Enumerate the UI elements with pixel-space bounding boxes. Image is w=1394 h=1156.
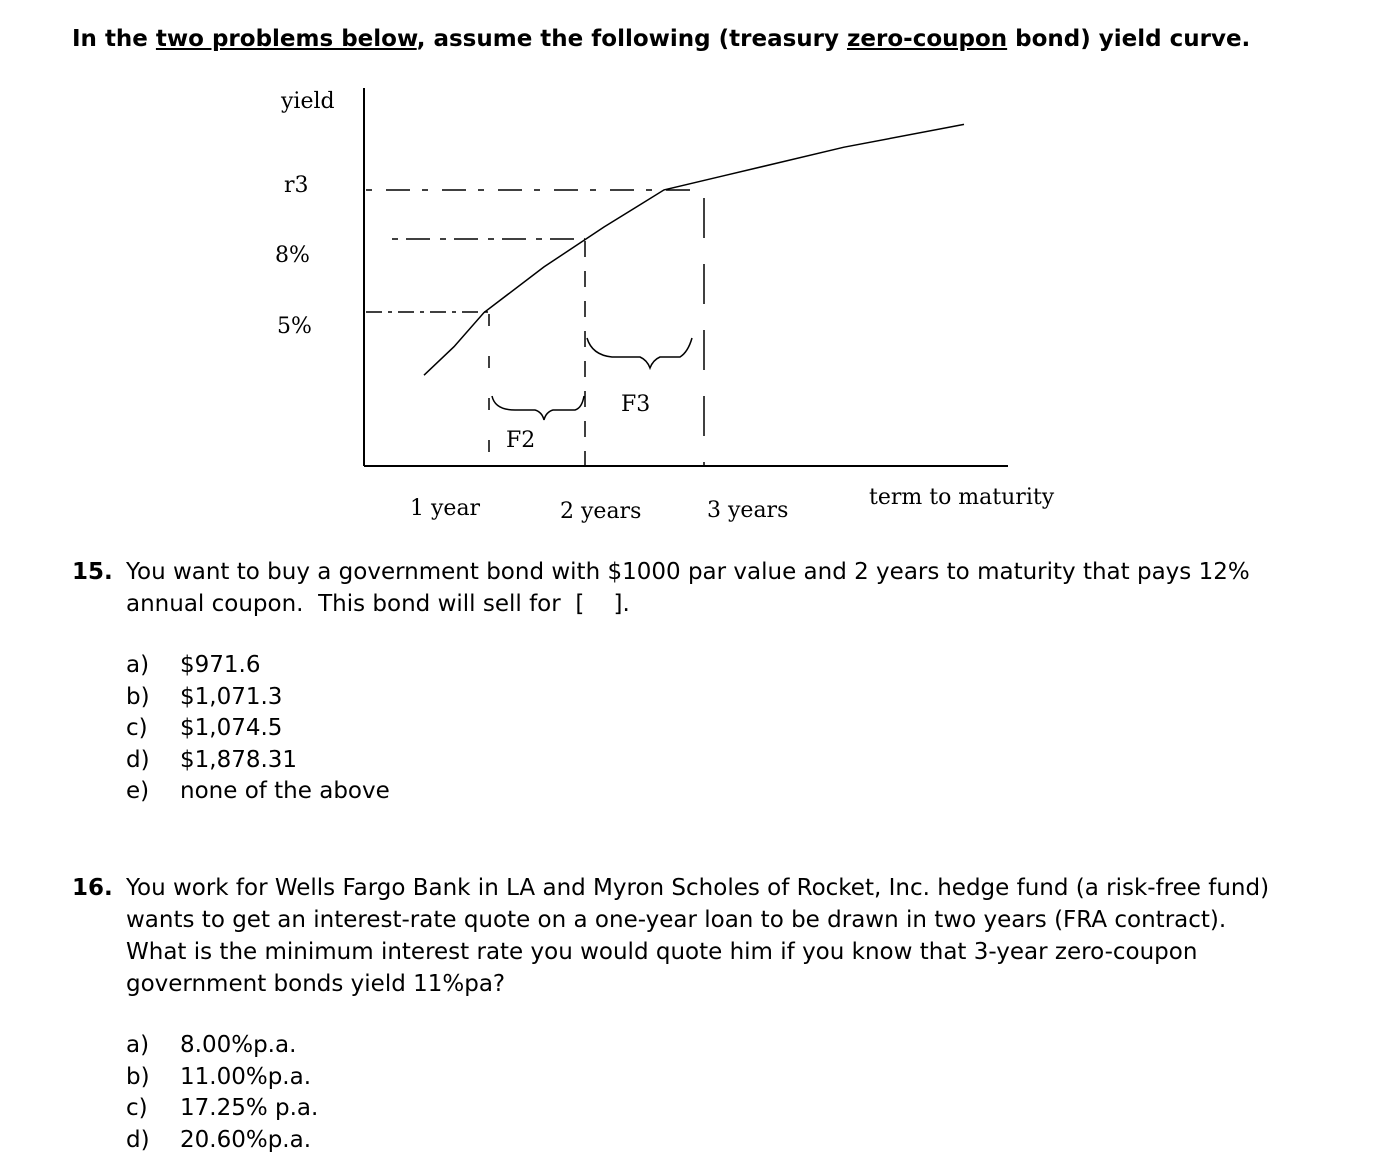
choice-item bbox=[126, 1125, 1292, 1156]
problem-15-number: 15. bbox=[72, 556, 113, 588]
problem-16 bbox=[72, 872, 1292, 1156]
choice-text: $1,878.31 bbox=[180, 745, 297, 777]
problem-15 bbox=[72, 556, 1292, 808]
choice-letter: d) bbox=[126, 745, 180, 777]
choice-letter: a) bbox=[126, 1030, 180, 1062]
problem-16-choices bbox=[126, 1030, 1292, 1156]
x-label-2-years: 2 years bbox=[560, 499, 641, 524]
intro-underlined-zero-coupon: zero-coupon bbox=[847, 26, 1007, 52]
y-label-8pct: 8% bbox=[275, 243, 310, 268]
choice-item bbox=[126, 1062, 1292, 1094]
choice-item bbox=[126, 776, 1292, 808]
choice-text: $1,071.3 bbox=[180, 682, 282, 714]
choice-letter: b) bbox=[126, 682, 180, 714]
f3-brace bbox=[587, 338, 692, 368]
x-axis-label: term to maturity bbox=[869, 485, 1055, 510]
intro-middle: , assume the following (treasury bbox=[417, 26, 847, 52]
choice-text: $1,074.5 bbox=[180, 713, 282, 745]
problem-15-stem: You want to buy a government bond with $1000 par value and 2 years to maturity that pays 12% annual coupon. This bond will sell for [ ]. bbox=[126, 556, 1292, 620]
x-label-1-year: 1 year bbox=[410, 496, 481, 521]
choice-item bbox=[126, 682, 1292, 714]
intro-underlined-two-problems: two problems below bbox=[156, 26, 417, 52]
choice-text: 8.00%p.a. bbox=[180, 1030, 296, 1062]
yield-curve-diagram bbox=[0, 0, 1394, 540]
f3-label: F3 bbox=[621, 392, 650, 417]
choice-text: none of the above bbox=[180, 776, 390, 808]
choice-item bbox=[126, 745, 1292, 777]
choice-letter: e) bbox=[126, 776, 180, 808]
choice-letter: d) bbox=[126, 1125, 180, 1156]
intro-suffix: bond) yield curve. bbox=[1007, 26, 1250, 52]
choice-text: $971.6 bbox=[180, 650, 260, 682]
choice-item bbox=[126, 1093, 1292, 1125]
y-label-r3: r3 bbox=[284, 173, 309, 198]
problem-16-stem: You work for Wells Fargo Bank in LA and Myron Scholes of Rocket, Inc. hedge fund (a risk-free fund) wants to get an interest-rate quote on a one-year loan to be drawn in two years (FRA contract). What is the minimum interest rate you would quote him if you know that 3-year zero-coupon government bonds yield 11%pa? bbox=[126, 872, 1292, 1000]
choice-letter: c) bbox=[126, 713, 180, 745]
choice-letter: b) bbox=[126, 1062, 180, 1094]
yield-curve-line bbox=[424, 124, 964, 375]
choice-letter: c) bbox=[126, 1093, 180, 1125]
intro-prefix: In the bbox=[72, 26, 156, 52]
problem-15-choices bbox=[126, 650, 1292, 808]
problem-16-number: 16. bbox=[72, 872, 113, 904]
choice-text: 11.00%p.a. bbox=[180, 1062, 311, 1094]
x-label-3-years: 3 years bbox=[707, 498, 788, 523]
choice-item bbox=[126, 1030, 1292, 1062]
f2-brace bbox=[492, 396, 584, 420]
choice-item bbox=[126, 713, 1292, 745]
choice-text: 17.25% p.a. bbox=[180, 1093, 318, 1125]
f2-label: F2 bbox=[506, 428, 535, 453]
choice-letter: a) bbox=[126, 650, 180, 682]
choice-text: 20.60%p.a. bbox=[180, 1125, 311, 1156]
y-axis-label: yield bbox=[280, 89, 335, 114]
choice-item bbox=[126, 650, 1292, 682]
y-label-5pct: 5% bbox=[277, 314, 312, 339]
